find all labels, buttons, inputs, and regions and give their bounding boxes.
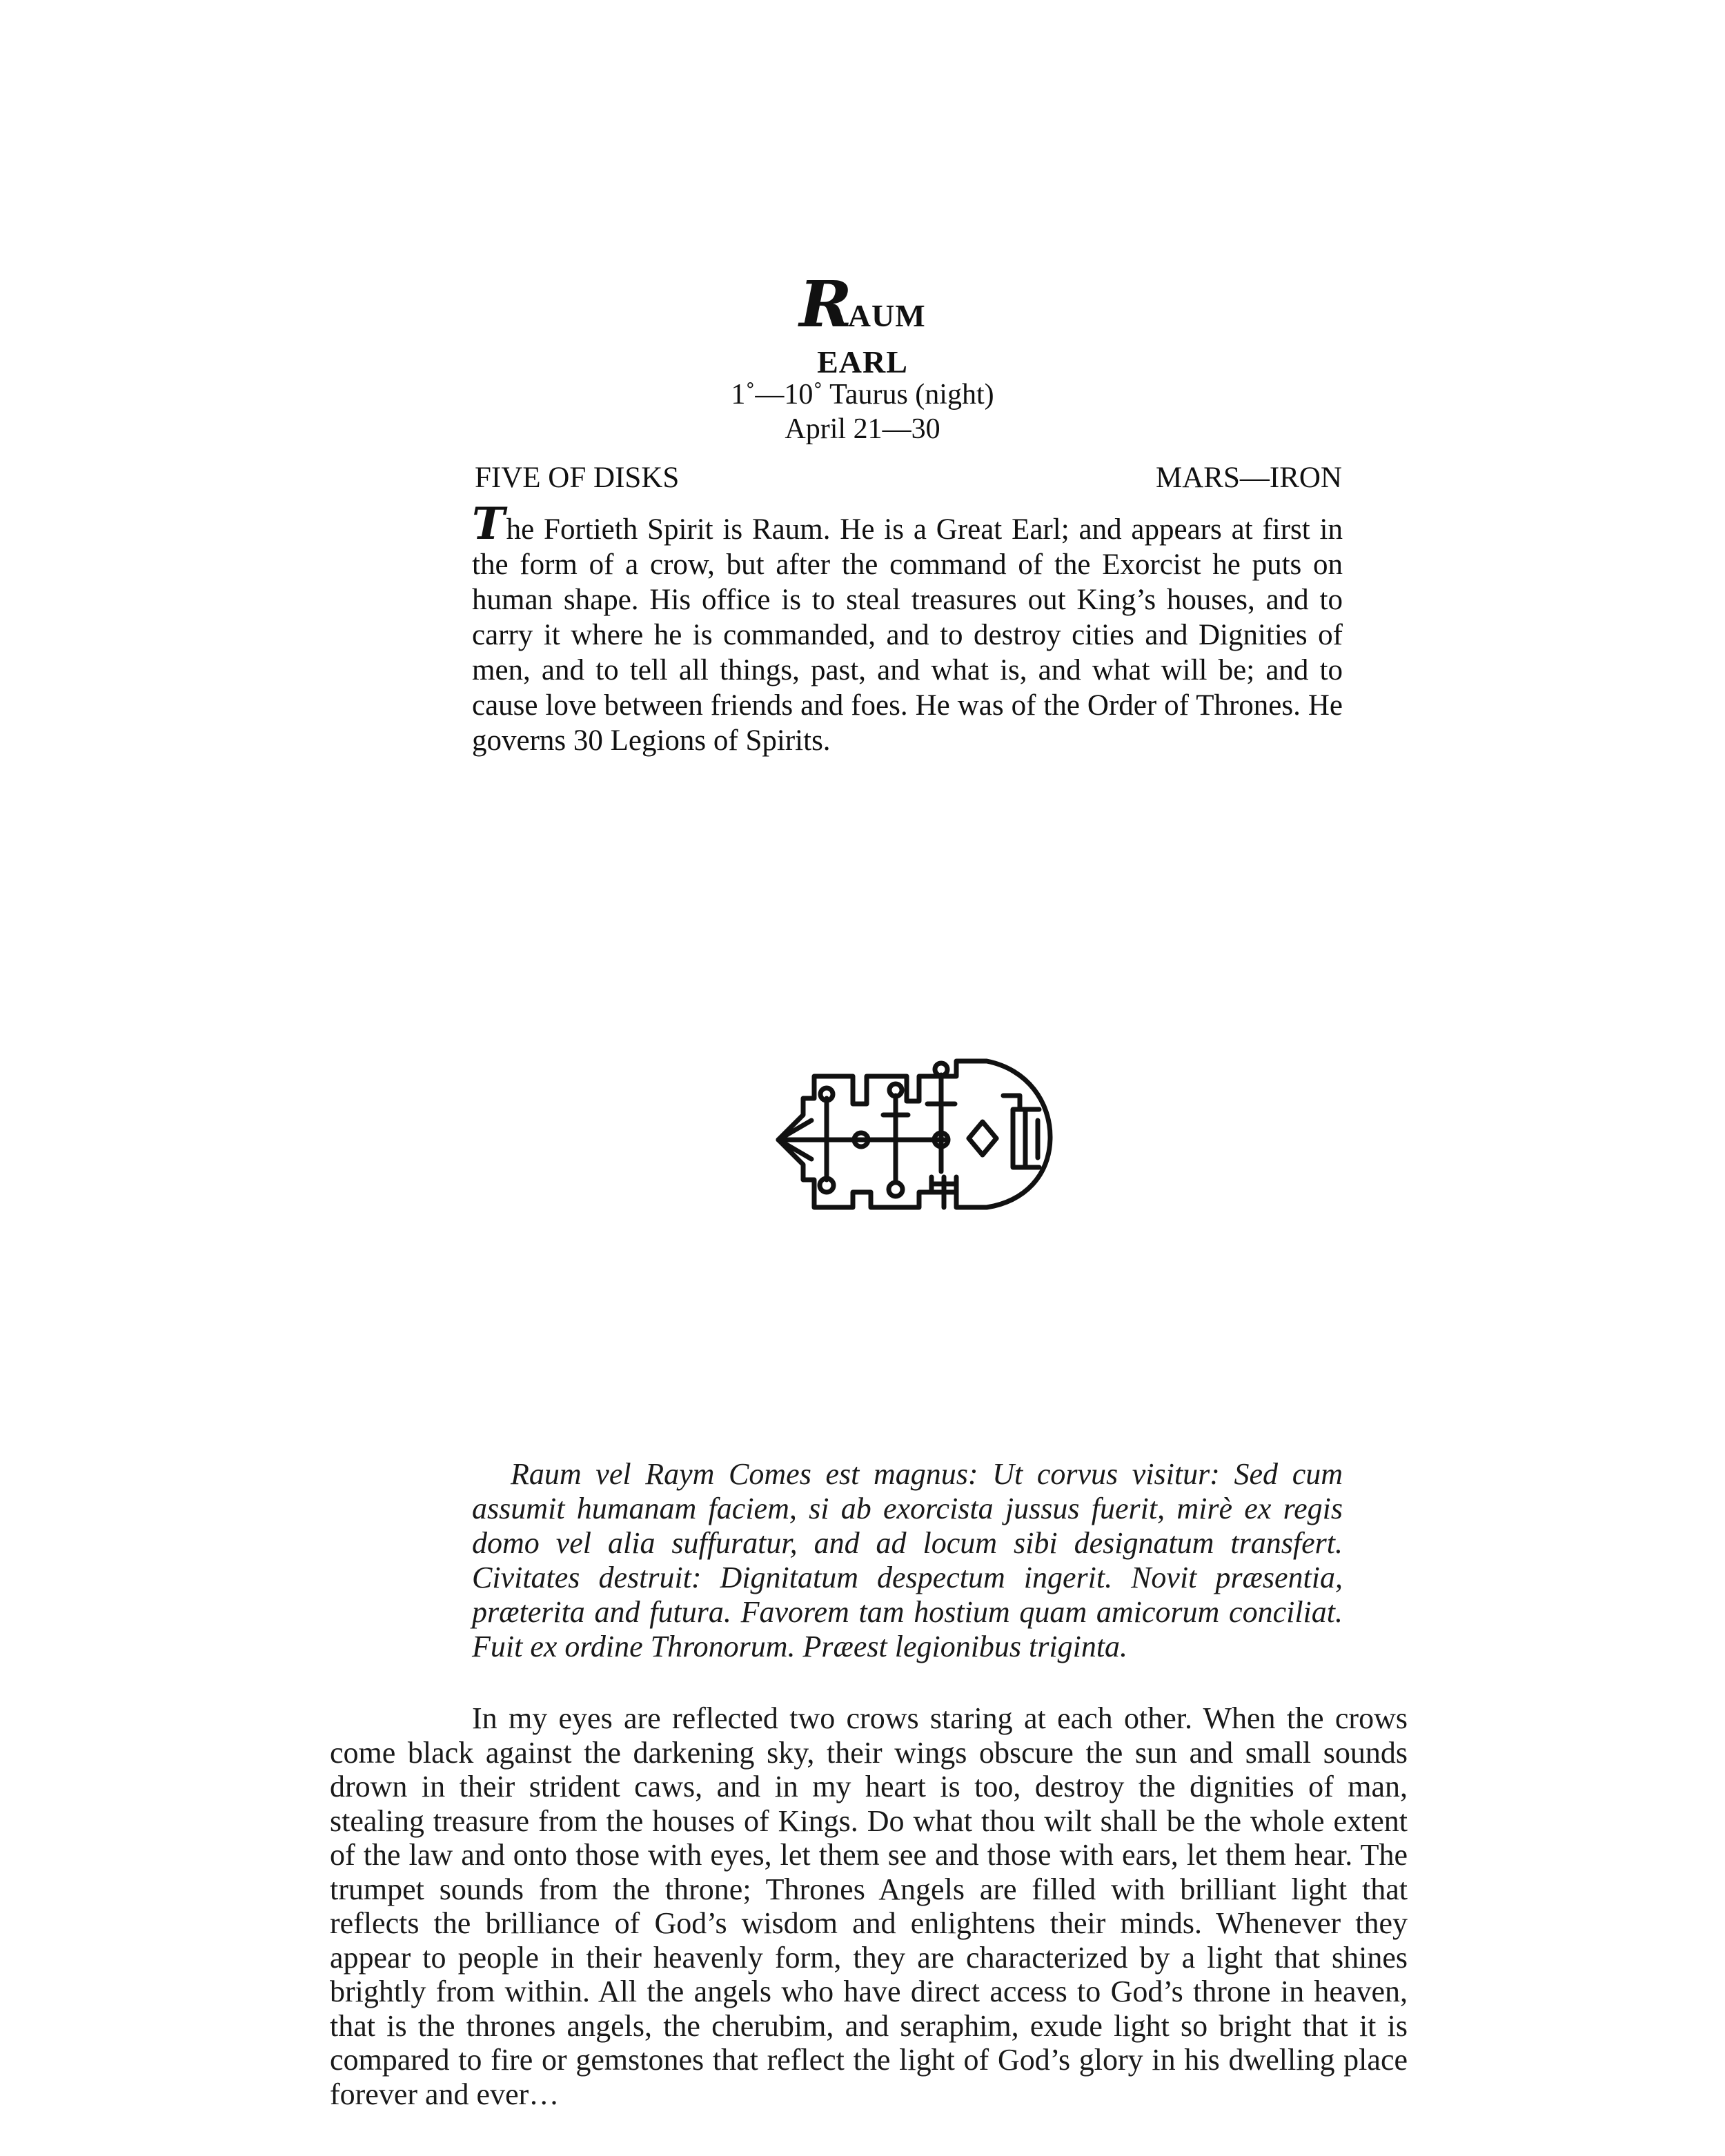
title-rest: AUM [847,298,926,333]
raum-sigil-icon [771,1054,1056,1214]
commentary-text: In my eyes are reflected two crows staring at each other. When the crows come black against the darkening sky, their wings obscure the sun and small sounds drown in their strident caws, and in my heart is too, destroy the dignities of man, stealing treasure from the houses of Kings. Do what thou wilt shall be the whole extent of the law and onto those with eyes, let them see and those with ears, let them hear. The trumpet sounds from the throne; Thrones Angels are filled with brilliant light that reflects the brilliance of God’s wisdom and enlightens their minds. Whenever they appear to people in their heavenly form, they are characterized by a light that shines brightly from within. All the angels who have direct access to God’s throne in heaven, that is the thrones angels, the cherubim, and seraphim, exude light so bright that it is compared to fire or gemstones that reflect the light of God’s glory in his dwelling place forever and ever… [330,1701,1408,2111]
date-range: April 21—30 [785,413,940,445]
tarot-card: FIVE OF DISKS [475,462,680,494]
zodiac-degrees: 1˚—10˚ Taurus (night) [731,379,994,411]
description-initial: T [472,498,505,550]
description-text: he Fortieth Spirit is Raum. He is a Great Earl; and appears at first in the form of a crow, but after the command of the Exorcist he puts on human shape. His office is to steal treasures out King’s houses, and to carry it where he is commanded, and to destroy cities and Dignities of men, and to tell all things, past, and what is, and what will be; and to cause love between friends and foes. He was of the Order of Thrones. He governs 30 Legions of Spirits. [472,513,1343,757]
spirit-description [472,498,1343,758]
title-initial: R [799,267,848,342]
spirit-rank: EARL [817,344,908,379]
planet-metal: MARS—IRON [1156,462,1342,494]
spirit-title [0,267,1725,342]
latin-text: Raum vel Raym Comes est magnus: Ut corvus visitur: Sed cum assumit humanam faciem, si ab exorcista jussus fuerit, mirè ex regis domo vel alia suffuratur, and ad locum sibi designatum transfert. Civitates destruit: Dignitatum despectum ingerit. Novit præsentia, præterita and futura. Favorem tam hostium quam amicorum conciliat. Fuit ex ordine Thronorum. Præest legionibus triginta. [472,1457,1343,1663]
